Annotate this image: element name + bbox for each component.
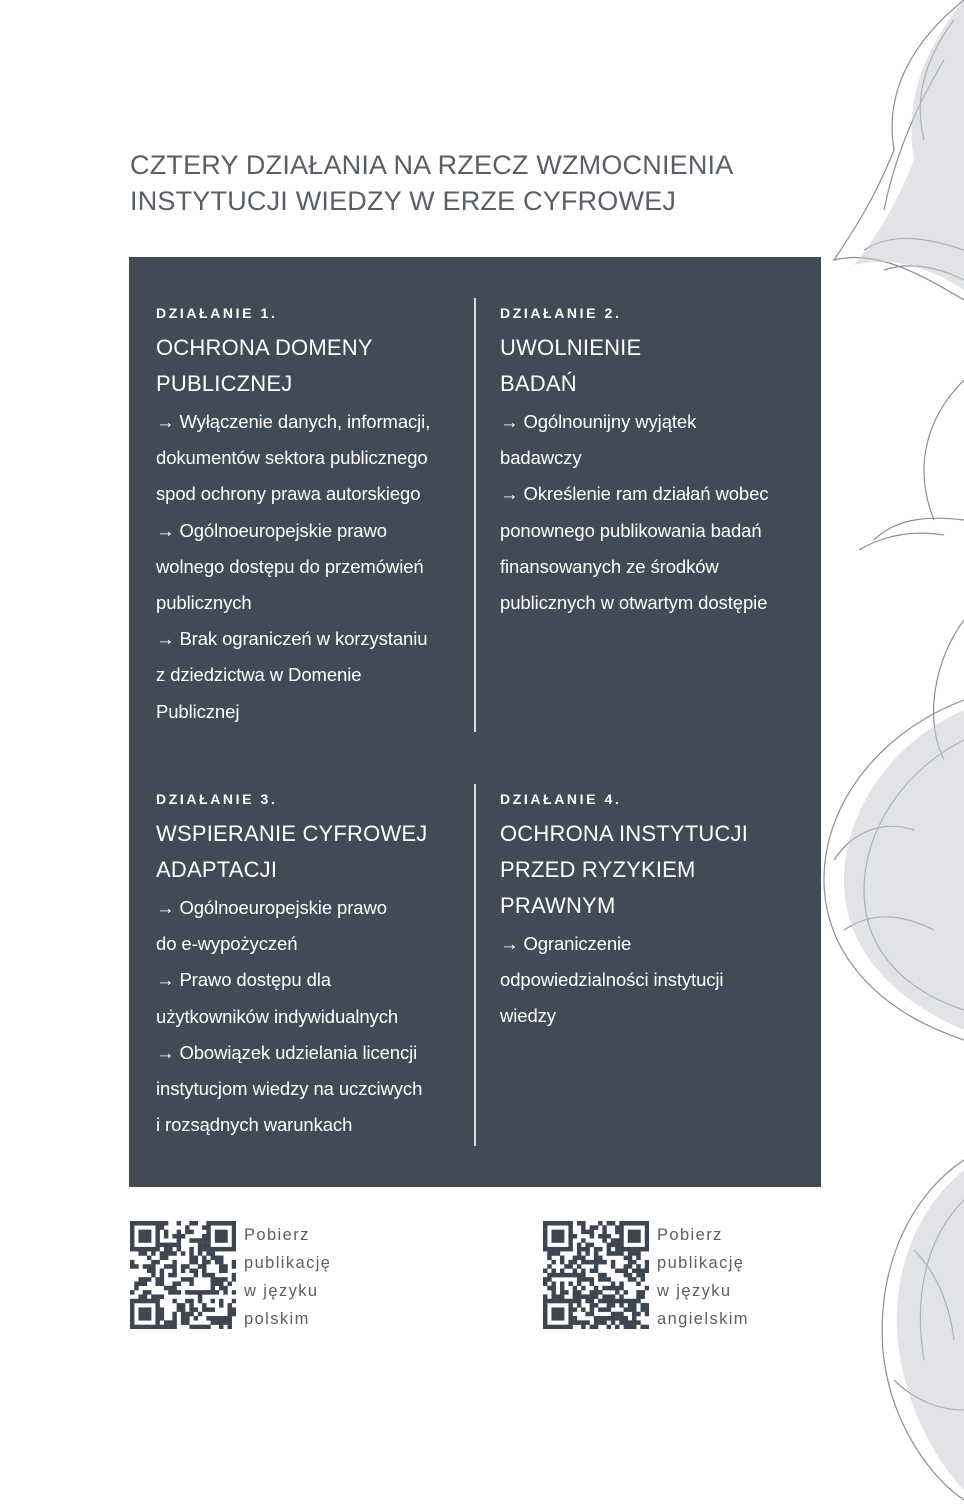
action-body [156, 404, 461, 730]
action-label: DZIAŁANIE 4. [500, 791, 622, 807]
action-body-line: odpowiedzialności instytucji [500, 969, 724, 991]
action-3 [156, 790, 461, 1143]
title-line-1: CZTERY DZIAŁANIA NA RZECZ WZMOCNIENIA [130, 150, 734, 180]
action-body-line: → Ogólnounijny wyjątek [500, 411, 697, 432]
action-body-line: → Brak ograniczeń w korzystaniu [156, 628, 428, 650]
action-body-line: do e-wypożyczeń [156, 933, 298, 955]
action-body-line: → Ograniczenie [500, 933, 632, 954]
qr-code-icon[interactable] [130, 1221, 236, 1329]
download-text-line: publikację [244, 1254, 332, 1272]
action-body-line: publicznych w otwartym dostępie [500, 592, 768, 614]
action-body-line: publicznych [156, 592, 252, 614]
action-heading [156, 816, 461, 888]
action-heading-line: UWOLNIENIE [500, 335, 642, 360]
action-body-line: wiedzy [500, 1005, 556, 1027]
action-body-line: → Wyłączenie danych, informacji, [156, 411, 431, 432]
column-divider-bottom [474, 784, 476, 1146]
download-text-line: Pobierz [657, 1226, 723, 1244]
action-body-line: finansowanych ze środków [500, 555, 719, 577]
action-body-line: instytucjom wiedzy na uczciwych [156, 1078, 423, 1100]
action-body [156, 890, 461, 1143]
action-heading [156, 330, 461, 402]
download-english-text [657, 1221, 749, 1333]
title-line-2: INSTYTUCJI WIEDZY W ERZE CYFROWEJ [130, 186, 677, 216]
download-text-line: polskim [244, 1310, 310, 1328]
action-body-line: ponownego publikowania badań [500, 519, 762, 541]
action-label: DZIAŁANIE 1. [156, 305, 278, 321]
download-text-line: w języku [244, 1282, 319, 1300]
action-heading-line: BADAŃ [500, 371, 577, 396]
download-text-line: publikację [657, 1254, 745, 1272]
action-body-line: badawczy [500, 447, 582, 469]
download-text-line: w języku [657, 1282, 732, 1300]
action-body [500, 404, 815, 621]
qr-code-icon[interactable] [543, 1221, 649, 1329]
action-4 [500, 790, 815, 1035]
action-heading-line: PUBLICZNEJ [156, 371, 293, 396]
action-2 [500, 304, 815, 621]
action-body-line: → Ogólnoeuropejskie prawo [156, 897, 387, 918]
download-polish-text [244, 1221, 331, 1333]
action-body-line: Publicznej [156, 700, 240, 722]
actions-panel [129, 257, 821, 1187]
action-label: DZIAŁANIE 3. [156, 791, 278, 807]
action-body [500, 926, 815, 1035]
action-body-line: wolnego dostępu do przemówień [156, 555, 424, 577]
action-body-line: → Prawo dostępu dla [156, 969, 331, 991]
action-heading [500, 816, 815, 924]
action-body-line: dokumentów sektora publicznego [156, 447, 428, 469]
column-divider-top [474, 298, 476, 732]
page-title [130, 147, 770, 219]
action-body-line: spod ochrony prawa autorskiego [156, 483, 421, 505]
action-body-line: użytkowników indywidualnych [156, 1005, 399, 1027]
action-body-line: → Ogólnoeuropejskie prawo [156, 519, 387, 541]
action-heading-line: OCHRONA DOMENY [156, 335, 373, 360]
action-heading-line: ADAPTACJI [156, 857, 278, 882]
action-label: DZIAŁANIE 2. [500, 305, 622, 321]
action-heading-line: WSPIERANIE CYFROWEJ [156, 821, 428, 846]
action-body-line: → Określenie ram działań wobec [500, 483, 769, 505]
download-text-line: angielskim [657, 1310, 749, 1328]
download-text-line: Pobierz [244, 1226, 310, 1244]
action-heading-line: OCHRONA INSTYTUCJI [500, 821, 749, 846]
action-heading [500, 330, 815, 402]
action-body-line: i rozsądnych warunkach [156, 1114, 353, 1136]
action-1 [156, 304, 461, 730]
action-body-line: → Obowiązek udzielania licencji [156, 1041, 418, 1063]
action-body-line: z dziedzictwa w Domenie [156, 664, 362, 686]
action-heading-line: PRZED RYZYKIEM PRAWNYM [500, 857, 696, 918]
